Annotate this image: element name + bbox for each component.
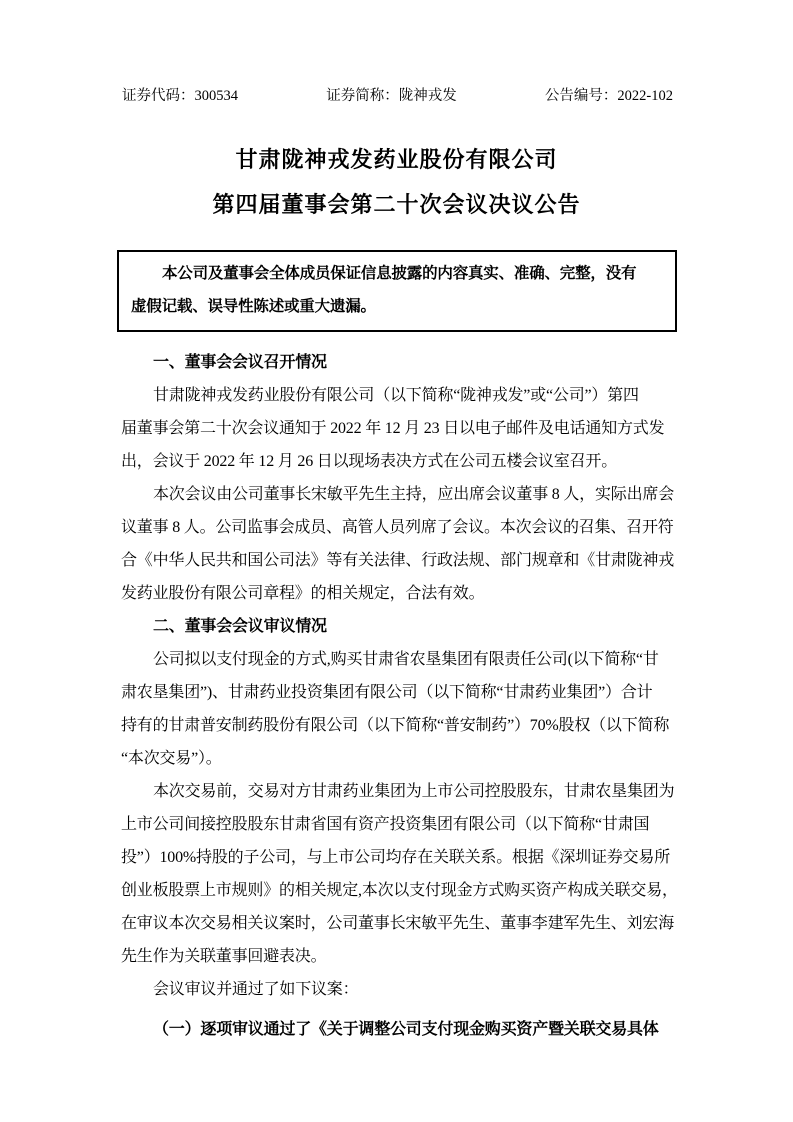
resolution-item-1-line: （一）逐项审议通过了《关于调整公司支付现金购买资产暨关联交易具体 xyxy=(153,1021,659,1038)
paragraph-line: 创业板股票上市规则》的相关规定,本次以支付现金方式购买资产构成关联交易， xyxy=(121,882,678,899)
paragraph-line: 出，会议于 2022 年 12 月 26 日以现场表决方式在公司五楼会议室召开。 xyxy=(121,453,618,470)
stock-code: 证券代码：300534 xyxy=(122,88,238,104)
disclaimer-line: 本公司及董事会全体成员保证信息披露的内容真实、准确、完整，没有 xyxy=(162,265,637,282)
paragraph-line: 议董事 8 人。公司监事会成员、高管人员列席了会议。本次会议的召集、召开符 xyxy=(121,519,674,536)
document-header-row xyxy=(122,86,673,106)
document-title xyxy=(0,137,793,227)
paragraph-line: 届董事会第二十次会议通知于 2022 年 12 月 23 日以电子邮件及电话通知方式发 xyxy=(121,420,665,437)
paragraph-line: 肃农垦集团”)、甘肃药业投资集团有限公司（以下简称“甘肃药业集团”）合计 xyxy=(121,684,653,701)
paragraph-line: 本次会议由公司董事长宋敏平先生主持，应出席会议董事 8 人，实际出席会 xyxy=(153,486,675,503)
paragraph-line: 发药业股份有限公司章程》的相关规定，合法有效。 xyxy=(121,585,485,602)
paragraph-line: 甘肃陇神戎发药业股份有限公司（以下简称“陇神戎发”或“公司”）第四 xyxy=(153,387,639,404)
paragraph-line: 先生作为关联董事回避表决。 xyxy=(121,948,327,965)
paragraph-line: “本次交易”）。 xyxy=(121,750,222,767)
stock-name: 证券简称：陇神戎发 xyxy=(326,88,457,104)
document-title-meeting: 第四届董事会第二十次会议决议公告 xyxy=(212,192,581,217)
paragraph-line: 投”）100%持股的子公司，与上市公司均存在关联关系。根据《深圳证券交易所 xyxy=(121,849,671,866)
document-body xyxy=(121,346,677,1046)
document-title-company: 甘肃陇神戎发药业股份有限公司 xyxy=(235,147,558,172)
paragraph-line: 本次交易前，交易对方甘肃药业集团为上市公司控股股东，甘肃农垦集团为 xyxy=(153,783,675,800)
paragraph-line: 持有的甘肃普安制药股份有限公司（以下简称“普安制药”）70%股权（以下简称 xyxy=(121,717,670,734)
section-2-heading: 二、董事会会议审议情况 xyxy=(153,618,327,635)
announcement-number: 公告编号：2022-102 xyxy=(544,88,673,104)
paragraph-line: 会议审议并通过了如下议案： xyxy=(153,981,359,998)
disclaimer-line: 虚假记载、误导性陈述或重大遗漏。 xyxy=(131,298,376,315)
disclaimer-box xyxy=(117,250,677,332)
section-1-heading: 一、董事会会议召开情况 xyxy=(153,354,327,371)
paragraph-line: 公司拟以支付现金的方式,购买甘肃省农垦集团有限责任公司(以下简称“甘 xyxy=(153,651,659,668)
paragraph-line: 在审议本次交易相关议案时，公司董事长宋敏平先生、董事李建军先生、刘宏海 xyxy=(121,915,675,932)
paragraph-line: 合《中华人民共和国公司法》等有关法律、行政法规、部门规章和《甘肃陇神戎 xyxy=(121,552,675,569)
paragraph-line: 上市公司间接控股股东甘肃省国有资产投资集团有限公司（以下简称“甘肃国 xyxy=(121,816,650,833)
